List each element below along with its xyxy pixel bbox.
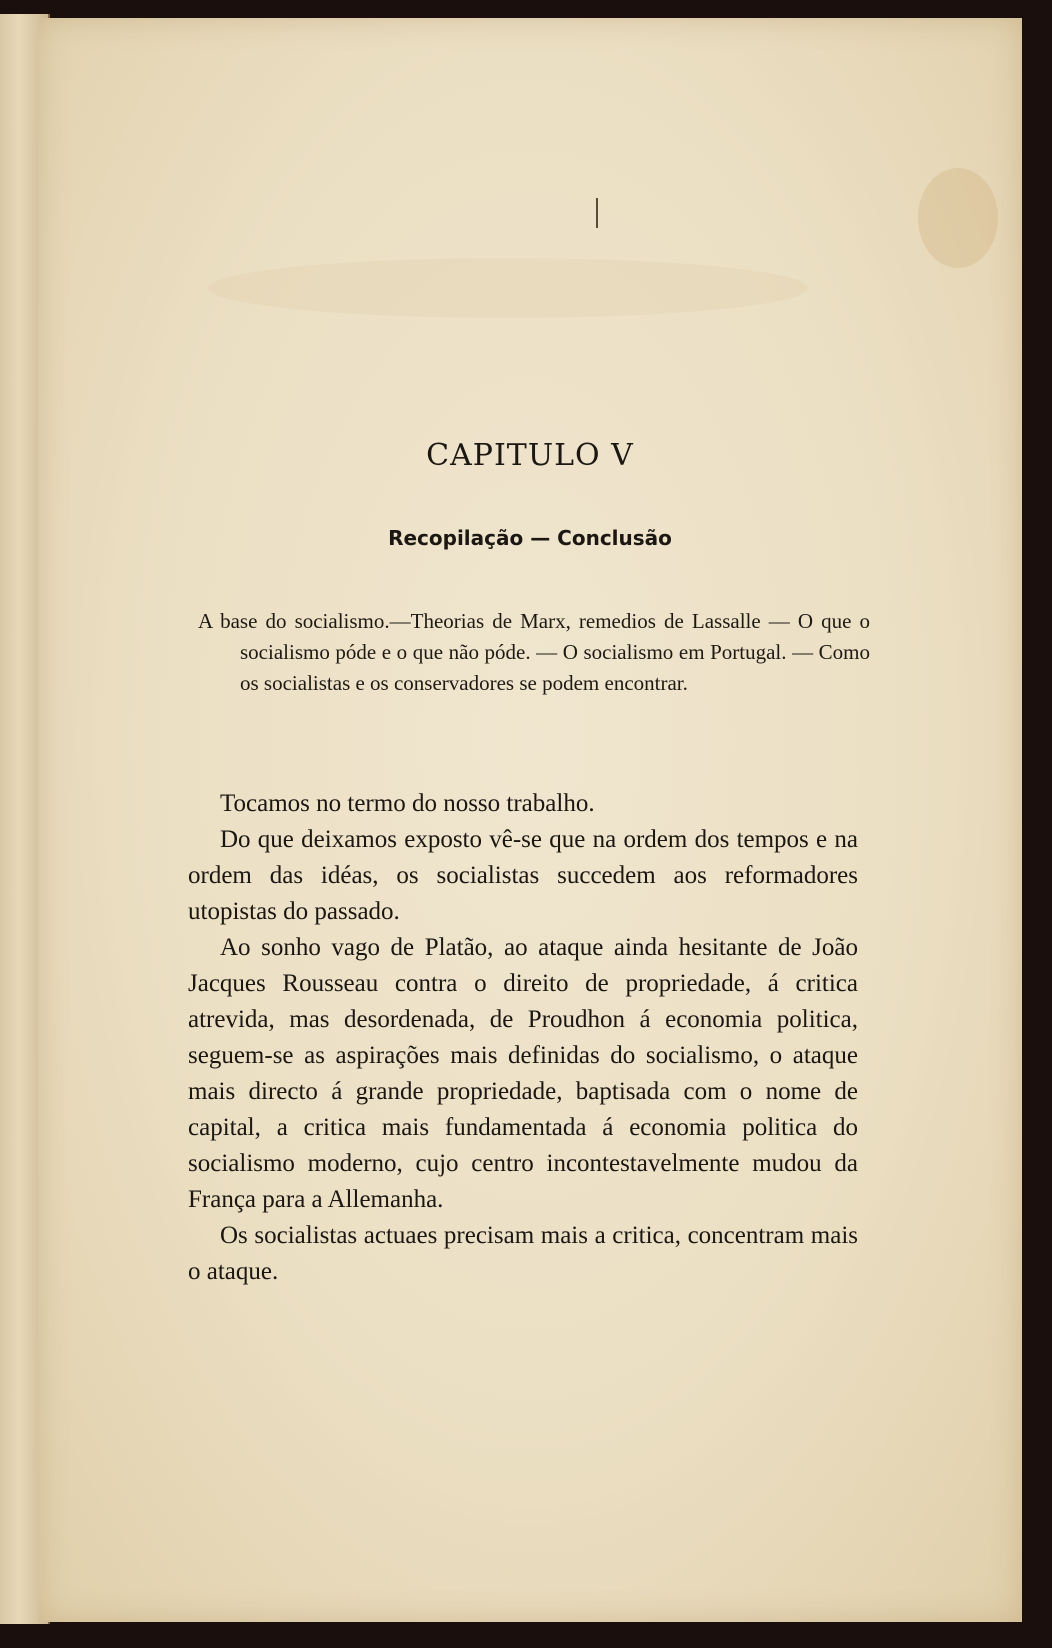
paper-stain (918, 168, 998, 268)
paragraph: Os socialistas actuaes precisam mais a critica, concentram mais o ataque. (188, 1222, 858, 1285)
paragraph: Do que deixamos exposto vê-se que na ordem dos tempos e na ordem das idéas, os socialistas succedem aos reformadores utopistas do passado. (188, 826, 858, 925)
ink-mark (596, 198, 598, 228)
page-sheet (38, 18, 1022, 1622)
chapter-heading: CAPITULO V (426, 438, 634, 473)
chapter-subtitle: Recopilação — Conclusão (388, 526, 672, 550)
chapter-summary: A base do socialismo.—Theorias de Marx, remedios de Lassalle — O que o socialismo póde e o que não póde. — O socialismo em Portugal. — Como os socialistas e os conservadores se podem encontrar. (198, 609, 870, 695)
body-text (188, 786, 858, 1290)
paragraph: Tocamos no termo do nosso trabalho. (220, 790, 595, 817)
paragraph: Ao sonho vago de Platão, ao ataque ainda hesitante de João Jacques Rousseau contra o direito de propriedade, á critica atrevida, mas desordenada, de Proudhon á economia politica, seguem-se as aspirações mais definidas do socialismo, o ataque mais directo á grande propriedade, baptisada com o nome de capital, a critica mais fundamentada á economia politica do socialismo moderno, cujo centro incontestavelmente mudou da França para a Allemanha. (188, 934, 858, 1213)
paper-stain (208, 258, 808, 318)
